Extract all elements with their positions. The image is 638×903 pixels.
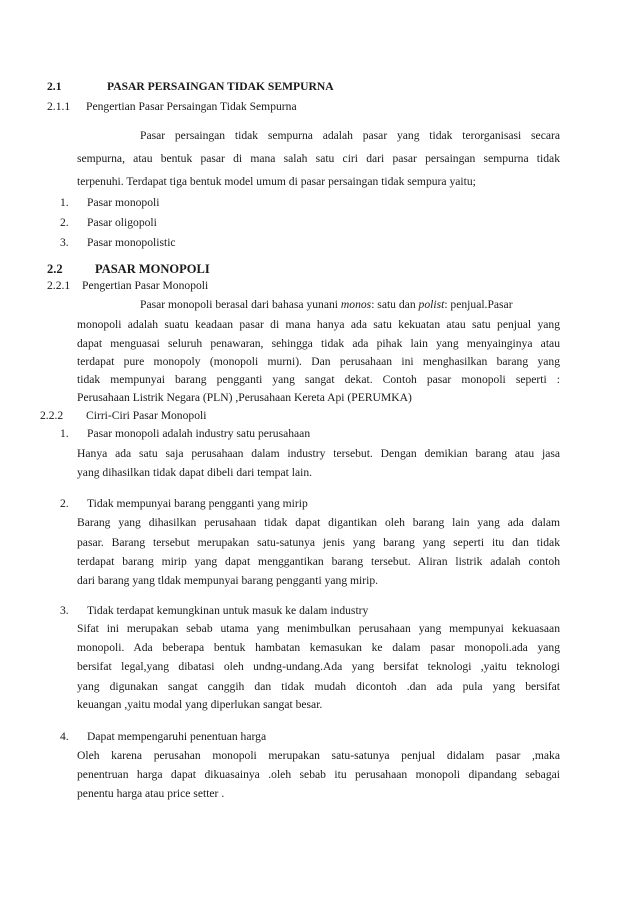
section-2-2-1-title: Pengertian Pasar Monopoli bbox=[82, 279, 209, 292]
term-monos: monos bbox=[340, 298, 372, 311]
list-item-number: 3. bbox=[60, 236, 69, 249]
paragraph-line: terpenuhi. Terdapat tiga bentuk model umum di pasar persaingan tidak sempura yaitu; bbox=[77, 175, 476, 188]
list-item: Pasar oligopoli bbox=[87, 216, 157, 229]
paragraph-line: tidak mempunyai barang pengganti yang sangat dekat. Contoh pasar monopoli seperti : bbox=[77, 373, 560, 386]
paragraph-line bbox=[140, 298, 560, 312]
paragraph-line: Hanya ada satu saja perusahaan dalam industry tersebut. Dengan demikian barang atau jasa bbox=[77, 447, 560, 460]
paragraph-line: Barang yang dihasilkan perusahaan tidak dapat digantikan oleh barang lain yang ada dalam bbox=[77, 516, 560, 529]
paragraph-line: penentu harga atau price setter . bbox=[77, 787, 225, 800]
section-2-2-1-number: 2.2.1 bbox=[47, 279, 71, 292]
list-item-heading: Tidak terdapat kemungkinan untuk masuk ke dalam industry bbox=[87, 604, 369, 617]
paragraph-line: Pasar persaingan tidak sempurna adalah pasar yang tidak terorganisasi secara bbox=[140, 129, 560, 142]
text-run: : penjual.Pasar bbox=[444, 298, 513, 311]
section-2-2-2-number: 2.2.2 bbox=[40, 409, 64, 422]
text-run: Pasar monopoli berasal dari bahasa yunani bbox=[140, 298, 341, 311]
paragraph-line: Perusahaan Listrik Negara (PLN) ,Perusahaan Kereta Api (PERUMKA) bbox=[77, 391, 412, 404]
paragraph-line: pasar. Barang tersebut merupakan satu-satunya jenis yang barang yang seperti itu dan tidak bbox=[77, 536, 560, 549]
paragraph-line: bersifat legal,yang dibatasi oleh undng-undang.Ada yang bersifat teknologi ,yaitu teknologi bbox=[77, 660, 560, 673]
section-2-2-title: PASAR MONOPOLI bbox=[95, 262, 210, 276]
paragraph-line: Oleh karena perusahan monopoli merupakan satu-satunya penjual didalam pasar ,maka bbox=[77, 749, 560, 762]
section-2-1-1-title: Pengertian Pasar Persaingan Tidak Sempurna bbox=[86, 100, 297, 113]
paragraph-line: keuangan ,yaitu modal yang diperlukan sangat besar. bbox=[77, 698, 323, 711]
list-item-heading: Pasar monopoli adalah industry satu perusahaan bbox=[87, 427, 311, 440]
section-2-2-2-title: Cirri-Ciri Pasar Monopoli bbox=[86, 409, 207, 422]
list-item: Pasar monopolistic bbox=[87, 236, 176, 249]
list-item-number: 2. bbox=[60, 216, 69, 229]
list-item: Pasar monopoli bbox=[87, 196, 160, 209]
section-2-1-title: PASAR PERSAINGAN TIDAK SEMPURNA bbox=[107, 80, 334, 93]
list-item-heading: Dapat mempengaruhi penentuan harga bbox=[87, 730, 267, 743]
paragraph-line: sempurna, atau bentuk pasar di mana salah satu ciri dari pasar persaingan sempurna tidak bbox=[77, 152, 560, 165]
list-item-number: 1. bbox=[60, 427, 69, 440]
paragraph-line: monopoli adalah suatu keadaan pasar di mana hanya ada satu kekuatan atau satu penjual yang bbox=[77, 318, 560, 331]
list-item-number: 3. bbox=[60, 604, 69, 617]
list-item-heading: Tidak mempunyai barang pengganti yang mirip bbox=[87, 497, 308, 510]
paragraph-line: yang digunakan sangat canggih dan tidak mudah dicontoh .dan ada pula yang bersifat bbox=[77, 680, 560, 693]
paragraph-line: dari barang yang tldak mempunyai barang pengganti yang mirip. bbox=[77, 574, 379, 587]
paragraph-line: Sifat ini merupakan sebab utama yang menimbulkan perusahaan yang mempunyai kekuasaan bbox=[77, 622, 560, 635]
paragraph-line: monopoli. Ada beberapa bentuk hambatan kemasukan ke dalam pasar monopoli.ada yang bbox=[77, 641, 560, 654]
paragraph-line: penentruan harga dapat dikuasainya .oleh sebab itu perusahaan monopoli dipandang sebagai bbox=[77, 768, 560, 781]
paragraph-line: yang dihasilkan tidak dapat dibeli dari tempat lain. bbox=[77, 466, 313, 479]
text-run: : satu dan bbox=[371, 298, 419, 311]
section-2-1-number: 2.1 bbox=[47, 80, 62, 93]
paragraph-line: dapat menguasai seluruh penawaran, sehingga tidak ada pihak lain yang menyainginya atau bbox=[77, 337, 560, 350]
paragraph-line: terdapat barang mirip yang dapat menggantikan barang tersebut. Aliran listrik adalah contoh bbox=[77, 555, 560, 568]
list-item-number: 1. bbox=[60, 196, 69, 209]
paragraph-line: terdapat pure monopoly (monopoli murni). Dan perusahaan ini menghasilkan barang yang bbox=[77, 355, 560, 368]
term-polist: polist bbox=[418, 298, 445, 311]
list-item-number: 2. bbox=[60, 497, 69, 510]
section-2-1-1-number: 2.1.1 bbox=[47, 100, 71, 113]
list-item-number: 4. bbox=[60, 730, 69, 743]
section-2-2-number: 2.2 bbox=[47, 262, 63, 276]
